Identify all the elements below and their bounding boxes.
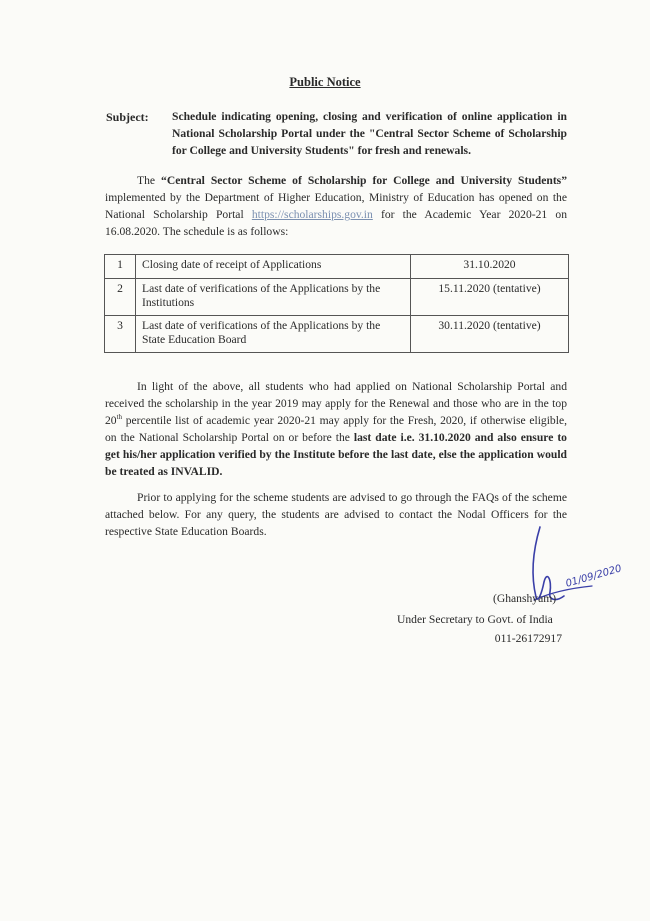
signature-date: 01/09/2020 — [564, 563, 623, 590]
row-date: 31.10.2020 — [411, 255, 569, 279]
intro-paragraph — [105, 172, 567, 240]
schedule-table — [104, 254, 569, 353]
signatory-designation: Under Secretary to Govt. of India — [397, 613, 553, 626]
signatory-name: (Ghanshyam) — [493, 592, 557, 605]
table-row — [105, 255, 569, 279]
notice-title: Public Notice — [289, 75, 361, 89]
faq-paragraph — [105, 489, 567, 540]
faq-text: Prior to applying for the scheme students are advised to go through the FAQs of the scheme attached below. For any query, the students are advised to contact the Nodal Officers for the respective State Education Boards. — [105, 491, 567, 538]
eligibility-text-a: In light of the above, all students who had applied on National Scholarship Portal and received the scholarship in the year 2019 may apply for the Renewal and those who are in the top 20 — [105, 380, 567, 427]
eligibility-paragraph — [105, 378, 567, 480]
row-serial: 3 — [105, 316, 136, 353]
row-serial: 2 — [105, 279, 136, 316]
eligibility-text-b: percentile list of academic year 2020-21 may apply for the Fresh, 2020, if otherwise eligible, on the National Scholarship Portal on or before the — [105, 414, 567, 444]
signatory-phone: 011-26172917 — [494, 632, 562, 645]
row-date: 30.11.2020 (tentative) — [411, 316, 569, 353]
row-serial: 1 — [105, 255, 136, 279]
table-row — [105, 279, 569, 316]
row-description: Closing date of receipt of Applications — [136, 255, 411, 279]
table-row — [105, 316, 569, 353]
row-description: Last date of verifications of the Applications by the State Education Board — [136, 316, 411, 353]
intro-tail: for the Academic Year 2020-21 on 16.08.2020. The schedule is as follows: — [105, 208, 567, 238]
superscript-th: th — [116, 413, 123, 422]
subject-label: Subject: — [106, 110, 149, 124]
scheme-name: “Central Sector Scheme of Scholarship for College and University Students” — [161, 174, 567, 187]
intro-mid: implemented by the Department of Higher Education, Ministry of Education has opened on the National Scholarship Portal — [105, 191, 567, 221]
row-description: Last date of verifications of the Applications by the Institutions — [136, 279, 411, 316]
portal-link[interactable]: https://scholarships.gov.in — [251, 208, 373, 221]
subject-text: Schedule indicating opening, closing and verification of online application in National Scholarship Portal under the "Central Sector Scheme of Scholarship for College and University Students" for fresh and renewals. — [172, 110, 567, 157]
row-date: 15.11.2020 (tentative) — [411, 279, 569, 316]
intro-lead: The — [137, 174, 162, 187]
deadline-warning: last date i.e. 31.10.2020 and also ensure to get his/her application verified by the Institute before the last date, else the application would be treated as INVALID. — [105, 431, 567, 478]
